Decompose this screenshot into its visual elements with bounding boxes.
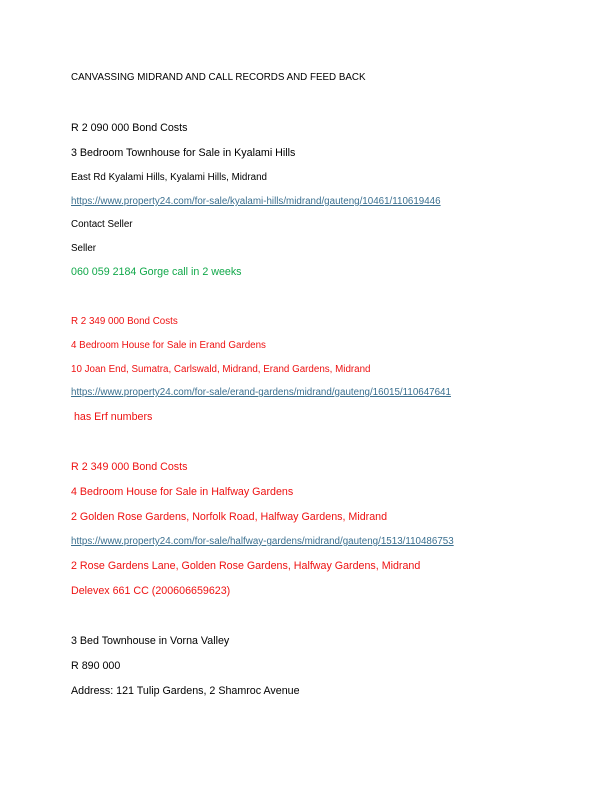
listing-1-contact: Contact Seller (71, 219, 133, 230)
listing-1-link[interactable]: https://www.property24.com/for-sale/kyalami-hills/midrand/gauteng/10461/110619446 (71, 196, 441, 207)
listing-1-title: 3 Bedroom Townhouse for Sale in Kyalami Hills (71, 147, 296, 159)
listing-2-address: 10 Joan End, Sumatra, Carlswald, Midrand, Erand Gardens, Midrand (71, 364, 371, 375)
listing-3-title: 4 Bedroom House for Sale in Halfway Gardens (71, 486, 294, 498)
listing-1-feedback: 060 059 2184 Gorge call in 2 weeks (71, 266, 242, 278)
document-heading: CANVASSING MIDRAND AND CALL RECORDS AND FEED BACK (71, 72, 366, 83)
listing-4-price: R 890 000 (71, 660, 121, 672)
listing-4-address: Address: 121 Tulip Gardens, 2 Shamroc Avenue (71, 685, 300, 697)
listing-1-address: East Rd Kyalami Hills, Kyalami Hills, Midrand (71, 172, 267, 183)
listing-3-price: R 2 349 000 Bond Costs (71, 461, 188, 473)
listing-4-title: 3 Bed Townhouse in Vorna Valley (71, 635, 230, 647)
listing-3-link[interactable]: https://www.property24.com/for-sale/halfway-gardens/midrand/gauteng/1513/110486753 (71, 536, 454, 547)
listing-2-title: 4 Bedroom House for Sale in Erand Gardens (71, 340, 266, 351)
listing-2-note: has Erf numbers (71, 411, 153, 423)
listing-2-link[interactable]: https://www.property24.com/for-sale/erand-gardens/midrand/gauteng/16015/110647641 (71, 387, 451, 398)
listing-3-address-alt: 2 Rose Gardens Lane, Golden Rose Gardens, Halfway Gardens, Midrand (71, 560, 421, 572)
listing-3-address: 2 Golden Rose Gardens, Norfolk Road, Halfway Gardens, Midrand (71, 511, 388, 523)
listing-1-seller: Seller (71, 243, 97, 254)
listing-1-price: R 2 090 000 Bond Costs (71, 122, 188, 134)
listing-3-owner: Delevex 661 CC (200606659623) (71, 585, 231, 597)
listing-2-price: R 2 349 000 Bond Costs (71, 316, 178, 327)
